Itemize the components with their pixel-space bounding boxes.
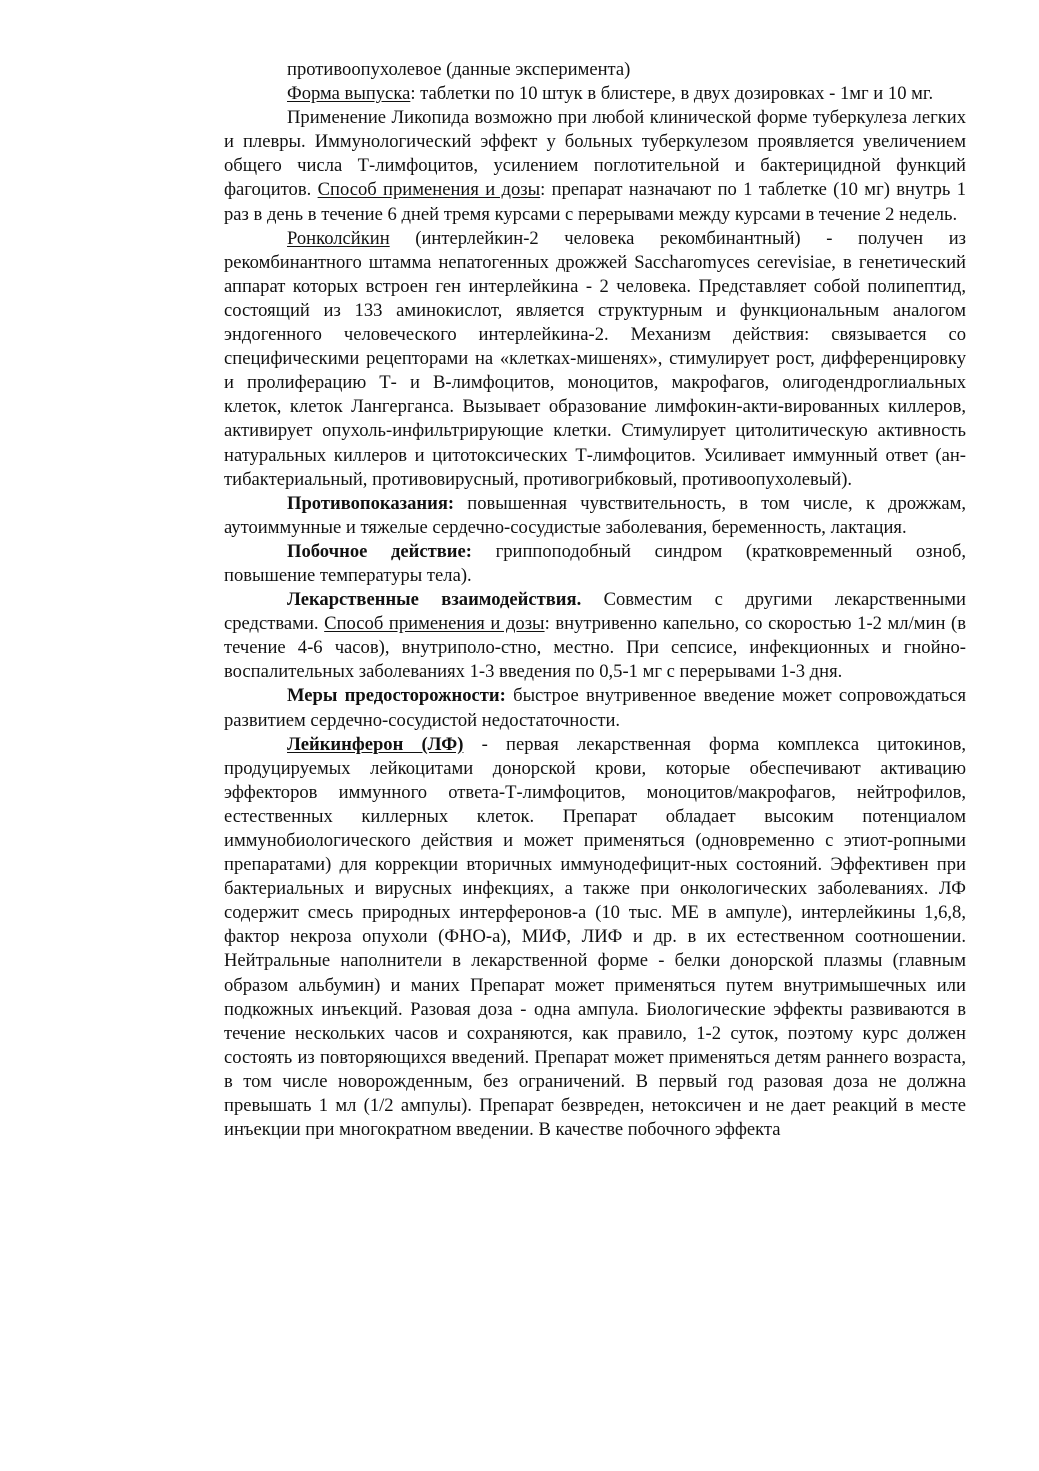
roncoleukin-heading: Ронколсйкин bbox=[287, 227, 390, 249]
paragraph-leukinferon bbox=[224, 733, 966, 1143]
paragraph-text: Совместим с другими лекарственными средствами. bbox=[224, 589, 967, 635]
paragraph-contraindications bbox=[224, 492, 966, 540]
paragraph-text: противоопухолевое (данные эксперимента) bbox=[287, 59, 631, 80]
release-form-heading: Форма выпуска bbox=[287, 83, 411, 105]
paragraph-roncoleukin bbox=[224, 227, 966, 492]
precautions-heading: Меры предосторожности: bbox=[287, 685, 506, 707]
paragraph-text: : таблетки по 10 штук в блистере, в двух дозировках - 1мг и 10 мг. bbox=[410, 83, 934, 105]
dosage-heading: Способ применения и дозы bbox=[317, 179, 541, 201]
paragraph-text: гриппоподобный синдром (кратковременный озноб, повышение температуры тела). bbox=[224, 540, 966, 586]
paragraph-text: повышенная чувствительность, в том числе, к дрожжам, аутоиммунные и тяжелые сердечно-сосудистые заболевания, беременность, лактация. bbox=[224, 492, 966, 538]
paragraph-text: Применение Ликопида возможно при любой клинической форме туберкулеза легких и плевры. Иммунологический эффект у больных туберкулезом проявляется увеличением общего числа Т-лимфоцитов, усилением поглотительной и бактерицидной функций фагоцитов. bbox=[224, 107, 966, 201]
paragraph-antitumor bbox=[224, 58, 966, 82]
contraindications-heading: Противопоказания: bbox=[287, 492, 455, 514]
interactions-heading: Лекарственные взаимодействия. bbox=[287, 589, 582, 611]
paragraph-text: (интерлейкин-2 человека рекомбинантный) - получен из рекомбинантного штамма непатогенных дрожжей Saccharomyces cerevisiae, в генетический аппарат которых встроен ген интерлейкина - 2 человека. Представляет собой полипептид, состоящий из 133 аминокислот, является структурным и функциональным аналогом эндогенного человеческого интерлейкина-2. Механизм действия: связывается со специфическими рецепторами на «клетках-мишенях», стимулирует рост, дифференцировку и пролиферацию Т- и В-лимфоцитов, моноцитов, макрофагов, олигодендроглиальных клеток, клеток Лангерганса. Вызывает образование лимфокин-акти-вированных киллеров, активирует опухоль-инфильтрирующие клетки. Стимулирует цитолитическую активность натуральных киллеров и цитотоксических Т-лимфоцитов. Усиливает иммунный ответ (ан-тибактериальный, противовирусный, противогрибковый, противоопухолевый). bbox=[224, 227, 966, 490]
paragraph-text: : препарат назначают по 1 таблетке (10 мг) внутрь 1 раз в день в течение 6 дней тремя курсами с перерывами между курсами в течение 2 недель. bbox=[224, 179, 966, 225]
document-page bbox=[224, 58, 966, 1142]
leukinferon-heading: Лейкинферон (ЛФ) bbox=[287, 733, 464, 755]
side-effects-heading: Побочное действие: bbox=[287, 540, 472, 562]
paragraph-text: - первая лекарственная форма комплекса цитокинов, продуцируемых лейкоцитами донорской крови, которые обеспечивают активацию эффекторов иммунного ответа-Т-лимфоцитов, моноцитов/макрофагов, нейтрофилов, естественных киллерных клеток. Препарат обладает высоким потенциалом иммунобиологического действия и может применяться (одновременно с этиот-ропными препаратами) для коррекции вторичных иммунодефицит-ных состояний. Эффективен при бактериальных и вирусных инфекциях, а также при онкологических заболеваниях. ЛФ содержит смесь природных интерферонов-а (10 тыс. МЕ в ампуле), интерлейкины 1,6,8, фактор некроза опухоли (ФНО-а), МИФ, ЛИФ и др. в их естественном соотношении. Нейтральные наполнители в лекарственной форме - белки донорской плазмы (главным образом альбумин) и маних Препарат может применяться путем внутримышечных или подкожных инъекций. Разовая доза - одна ампула. Биологические эффекты развиваются в течение нескольких часов и сохраняются, как правило, 1-2 суток, поэтому курс должен состоять из повторяющихся введений. Препарат может применяться детям раннего возраста, в том числе новорожденным, без ограничений. В первый год разовая доза не должна превышать 1 мл (1/2 ампулы). Препарат безвреден, нетоксичен и не дает реакций в месте инъекции при многократном введении. В качестве побочного эффекта bbox=[224, 733, 966, 1141]
paragraph-precautions bbox=[224, 684, 966, 732]
paragraph-text: : внутривенно капельно, со скоростью 1-2 мл/мин (в течение 4-6 часов), внутриполо-стно, местно. При сепсисе, инфекционных и гнойно-воспалительных заболеваниях 1-3 введения по 0,5-1 мг с перерывами 1-3 дня. bbox=[224, 613, 967, 683]
paragraph-text: быстрое внутривенное введение может сопровождаться развитием сердечно-сосудистой недостаточности. bbox=[224, 685, 966, 731]
paragraph-release-form bbox=[224, 82, 966, 106]
dosage-heading: Способ применения и дозы bbox=[324, 613, 545, 635]
paragraph-side-effects bbox=[224, 540, 966, 588]
paragraph-likopid-usage bbox=[224, 106, 966, 226]
paragraph-interactions bbox=[224, 588, 966, 684]
